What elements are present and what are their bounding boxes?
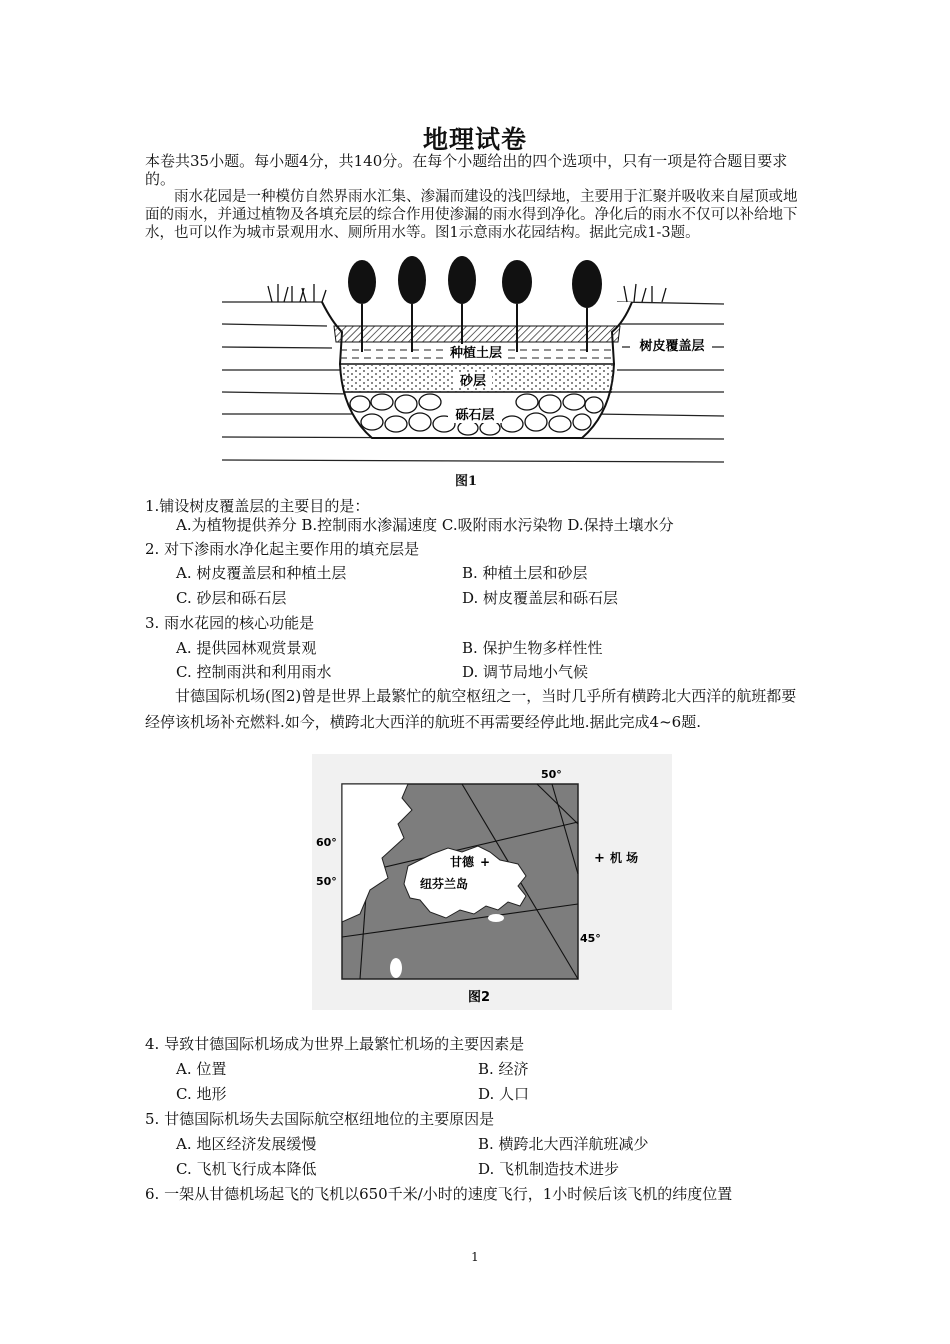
question-3-option-c: C. 控制雨洪和利用雨水 — [176, 663, 332, 681]
label-gravel-layer: 砾石层 — [455, 408, 495, 423]
question-3-option-d: D. 调节局地小气候 — [462, 663, 589, 681]
latitude-label-50-left: 50° — [316, 875, 337, 888]
question-5-option-a: A. 地区经济发展缓慢 — [176, 1135, 317, 1153]
legend-airport-label: 机 场 — [610, 851, 639, 865]
latitude-label-50-top: 50° — [541, 768, 562, 781]
question-2-option-c: C. 砂层和砾石层 — [176, 589, 287, 607]
question-4-option-d: D. 人口 — [478, 1085, 530, 1103]
question-2-option-b: B. 种植土层和砂层 — [462, 564, 588, 582]
question-3-option-b: B. 保护生物多样性性 — [462, 639, 603, 657]
latitude-label-60: 60° — [316, 836, 337, 849]
small-island — [390, 958, 402, 978]
question-2-option-a: A. 树皮覆盖层和种植土层 — [176, 564, 347, 582]
question-2-stem: 2. 对下渗雨水净化起主要作用的填充层是 — [145, 540, 420, 558]
label-gander: 甘德 — [450, 855, 475, 869]
latitude-label-45: 45° — [580, 932, 601, 945]
label-soil-layer: 种植土层 — [449, 346, 503, 361]
figure-rain-garden-diagram — [222, 252, 727, 487]
exam-intro: 本卷共35小题。每小题4分，共140分。在每个小题给出的四个选项中，只有一项是符合题目要求的。 — [145, 152, 788, 188]
label-newfoundland: 纽芬兰岛 — [420, 877, 469, 891]
question-5-option-d: D. 飞机制造技术进步 — [478, 1160, 620, 1178]
question-1-stem: 1.铺设树皮覆盖层的主要目的是： — [145, 497, 370, 515]
question-5-option-b: B. 横跨北大西洋航班减少 — [478, 1135, 649, 1153]
figure1-caption: 图1 — [455, 474, 478, 489]
small-island — [488, 914, 504, 922]
passage-rain-garden: 雨水花园是一种模仿自然界雨水汇集、渗漏而建设的浅凹绿地，主要用于汇聚并吸收来自屋顶或地面的雨水，并通过植物及各填充层的综合作用使渗漏的雨水得到净化。净化后的雨水不仅可以补给地下水，也可以作为城市景观用水、厕所用水等。图1示意雨水花园结构。据此完成1-3题。 — [145, 189, 798, 241]
legend-airport-icon: + — [594, 851, 605, 866]
page-number: 1 — [471, 1250, 479, 1264]
figure2-caption: 图2 — [468, 990, 491, 1005]
passage-gander-airport: 甘德国际机场(图2)曾是世界上最繁忙的航空枢纽之一，当时几乎所有横跨北大西洋的航班都要经停该机场补充燃料.如今，横跨北大西洋的航班不再需要经停此地.据此完成4~6题. — [145, 687, 797, 731]
bark-layer — [334, 326, 620, 342]
question-5-stem: 5. 甘德国际机场失去国际航空枢纽地位的主要原因是 — [145, 1110, 495, 1128]
question-3-stem: 3. 雨水花园的核心功能是 — [145, 614, 315, 632]
label-bark-layer: 树皮覆盖层 — [639, 339, 705, 354]
question-6-stem: 6. 一架从甘德机场起飞的飞机以650千米/小时的速度飞行，1小时候后该飞机的纬度位置 — [145, 1185, 733, 1203]
question-2-option-d: D. 树皮覆盖层和砾石层 — [462, 589, 619, 607]
question-4-option-b: B. 经济 — [478, 1060, 529, 1078]
question-4-stem: 4. 导致甘德国际机场成为世界上最繁忙机场的主要因素是 — [145, 1035, 525, 1053]
airport-icon: + — [480, 855, 491, 869]
question-5-option-c: C. 飞机飞行成本降低 — [176, 1160, 317, 1178]
label-sand-layer: 砂层 — [459, 374, 487, 389]
question-4-option-c: C. 地形 — [176, 1085, 227, 1103]
question-3-option-a: A. 提供园林观赏景观 — [176, 639, 317, 657]
question-4-option-a: A. 位置 — [176, 1060, 227, 1078]
page-title: 地理试卷 — [422, 125, 527, 154]
question-1-options: A.为植物提供养分 B.控制雨水渗漏速度 C.吸附雨水污染物 D.保持土壤水分 — [176, 516, 674, 534]
figure-gander-map — [312, 754, 672, 1010]
